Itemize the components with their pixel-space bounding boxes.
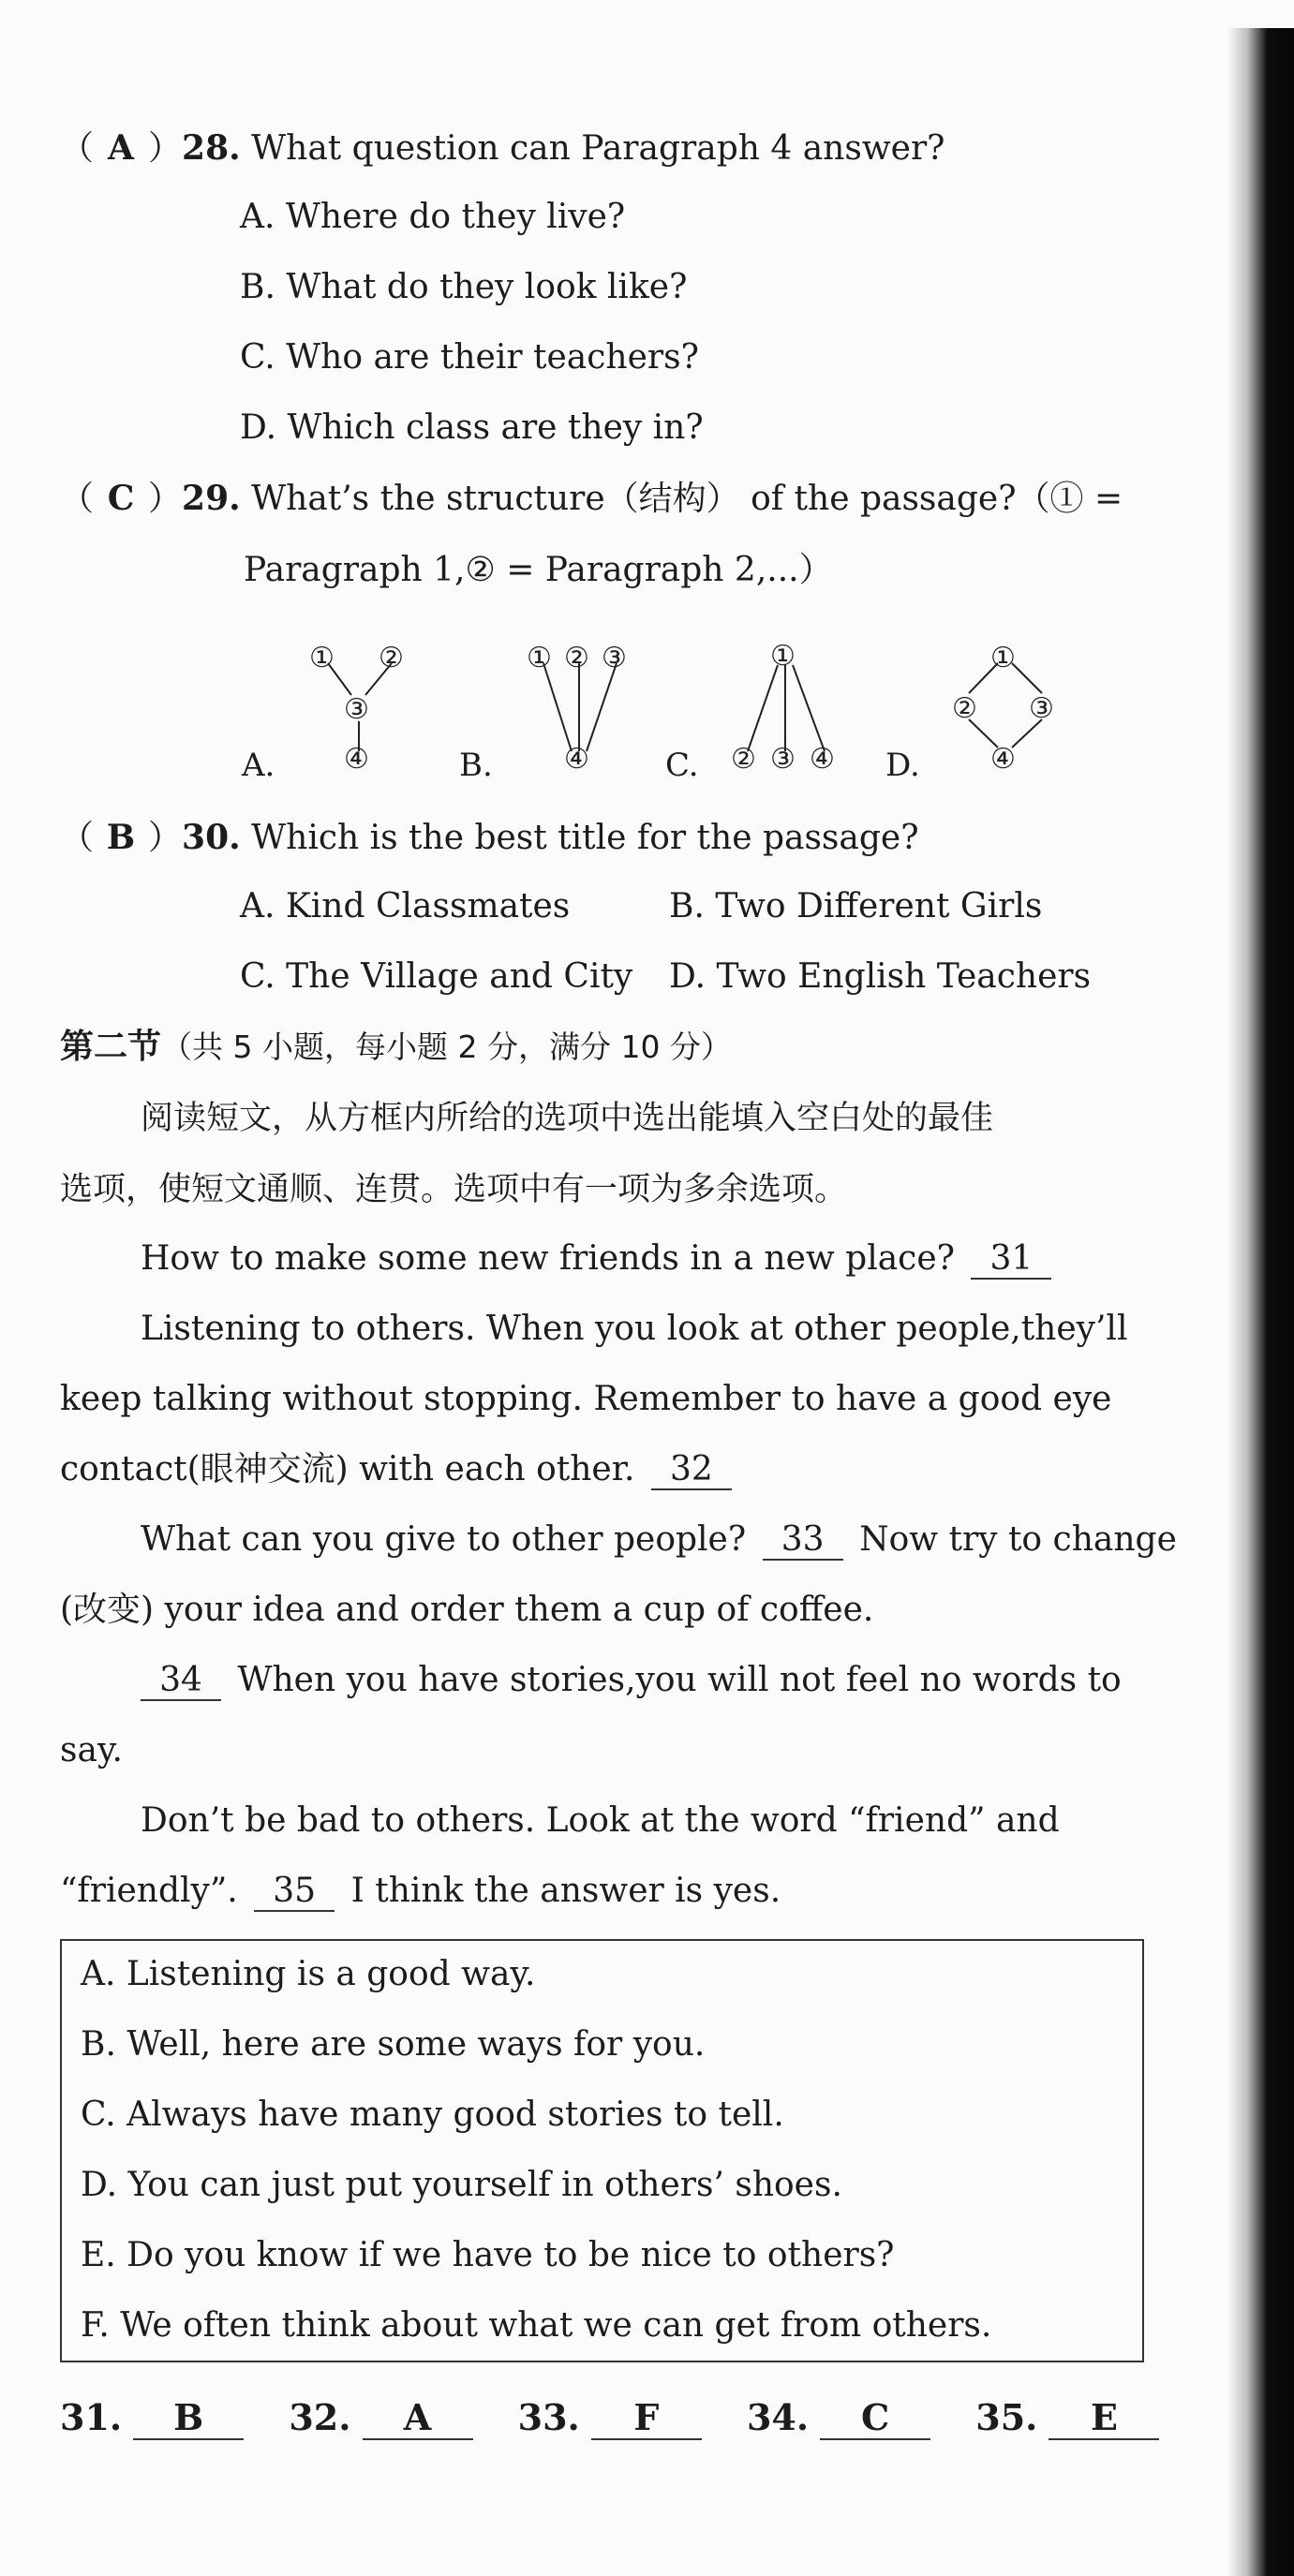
answer-29: C [107, 479, 135, 518]
diagram-b-circle-2: ② [564, 642, 589, 674]
blank-34: 34 [141, 1662, 221, 1701]
diagram-b-circle-1: ① [527, 642, 552, 674]
section-2-instructions-1: 阅读短文，从方框内所给的选项中选出能填入空白处的最佳 [141, 1100, 994, 1137]
q28-option-c: C. Who are their teachers? [240, 338, 699, 377]
passage-line-10: “friendly”. 35 I think the answer is yes. [60, 1872, 781, 1910]
diagram-label-a: A. [242, 747, 275, 784]
answer-item-33: 33. F [518, 2396, 702, 2440]
question-29-text-2: Paragraph 1,② = Paragraph 2,...） [244, 551, 833, 589]
passage-line-9: Don’t be bad to others. Look at the word “friend” and [141, 1801, 1060, 1840]
diagram-c-circle-4: ④ [810, 743, 835, 776]
question-30-text: Which is the best title for the passage? [251, 819, 919, 857]
question-28-text: What question can Paragraph 4 answer? [251, 129, 945, 168]
diagram-a-circle-1: ① [309, 642, 335, 674]
box-option-b: B. Well, here are some ways for you. [81, 2025, 706, 2064]
blank-31: 31 [971, 1240, 1051, 1280]
section-2-subtitle: （共 5 小题，每小题 2 分，满分 10 分） [161, 1029, 732, 1065]
q30-option-b: B. Two Different Girls [669, 887, 1043, 925]
diagram-label-c: C. [665, 747, 699, 784]
diagram-a-circle-4: ④ [344, 743, 369, 776]
question-28: （ A ）28. What question can Paragraph 4 answer? [60, 128, 945, 168]
answer-item-34: 34. C [747, 2396, 930, 2440]
blank-32: 32 [651, 1451, 732, 1490]
blank-33: 33 [763, 1521, 843, 1561]
diagram-d-circle-3: ③ [1029, 692, 1054, 725]
passage-line-7: 34 When you have stories,you will not feel no words to [141, 1660, 1122, 1701]
passage-line-6: (改变) your idea and order them a cup of coffee. [60, 1591, 874, 1629]
passage-line-3: keep talking without stopping. Remember to have a good eye [60, 1380, 1112, 1418]
diagram-label-b: B. [459, 747, 493, 784]
q30-option-d: D. Two English Teachers [669, 957, 1092, 996]
structure-diagrams [225, 637, 1256, 787]
answer-35-value: E [1049, 2397, 1159, 2440]
scan-shadow [1227, 28, 1294, 2576]
q30-option-a: A. Kind Classmates [240, 887, 571, 925]
answer-item-35: 35. E [975, 2396, 1159, 2440]
answer-31-value: B [133, 2397, 244, 2440]
passage-line-5: What can you give to other people? 33 Now try to change [141, 1520, 1177, 1559]
q28-option-a: A. Where do they live? [240, 198, 626, 236]
box-option-f: F. We often think about what we can get from others. [81, 2306, 992, 2345]
answer-item-31: 31. B [60, 2396, 244, 2440]
section-2-instructions-2: 选项，使短文通顺、连贯。选项中有一项为多余选项。 [60, 1171, 848, 1208]
diagram-a-circle-3: ③ [344, 693, 369, 726]
question-29-text: What’s the structure（结构） of the passage?（① = [251, 480, 1123, 518]
question-29: （ C ）29. What’s the structure（结构） of the passage?（① = [60, 479, 1123, 518]
q30-option-c: C. The Village and City [240, 957, 633, 996]
diagram-a-circle-2: ② [379, 642, 404, 674]
passage-line-8: say. [60, 1731, 123, 1769]
passage-line-1: How to make some new friends in a new place? 31 [141, 1238, 1057, 1280]
q28-option-d: D. Which class are they in? [240, 408, 704, 447]
diagram-d-circle-1: ① [990, 642, 1016, 674]
answer-item-32: 32. A [289, 2396, 472, 2440]
answer-32-value: A [363, 2397, 473, 2440]
passage-line-4: contact(眼神交流) with each other. 32 [60, 1449, 737, 1490]
diagram-d-circle-2: ② [952, 692, 977, 725]
diagram-c-circle-1: ① [770, 640, 796, 673]
section-2-header [60, 1027, 732, 1068]
answer-30: B [106, 818, 136, 857]
box-option-e: E. Do you know if we have to be nice to others? [81, 2236, 895, 2274]
section-2-title: 第二节 [60, 1028, 162, 1066]
answer-28: A [108, 128, 134, 168]
q28-option-b: B. What do they look like? [240, 268, 688, 306]
answer-row [60, 2396, 1193, 2440]
diagram-c-circle-3: ③ [770, 743, 796, 776]
answer-34-value: C [820, 2397, 930, 2440]
blank-35: 35 [254, 1873, 335, 1912]
diagram-label-d: D. [885, 747, 920, 784]
diagram-b-circle-4: ④ [564, 743, 589, 776]
diagram-d-circle-4: ④ [990, 743, 1016, 776]
options-box [60, 1939, 1144, 2362]
diagram-b-circle-3: ③ [602, 642, 627, 674]
diagram-c-circle-2: ② [731, 743, 756, 776]
box-option-d: D. You can just put yourself in others’ shoes. [81, 2166, 842, 2204]
box-option-a: A. Listening is a good way. [81, 1955, 536, 1993]
passage-line-2: Listening to others. When you look at other people,they’ll [141, 1310, 1128, 1348]
answer-33-value: F [591, 2397, 702, 2440]
question-30: （ B ）30. Which is the best title for the passage? [60, 818, 919, 857]
box-option-c: C. Always have many good stories to tell. [81, 2095, 784, 2134]
